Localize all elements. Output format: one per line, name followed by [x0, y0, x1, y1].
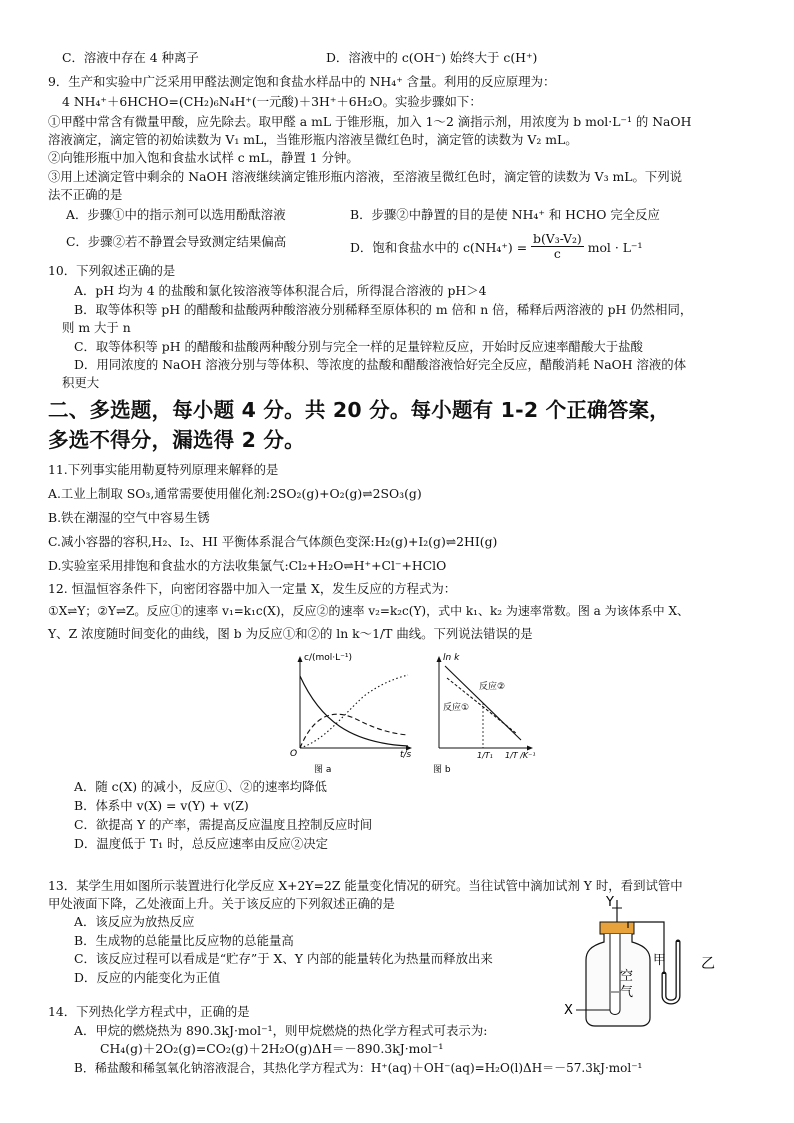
curve-z	[300, 675, 408, 748]
q11-option-c: C.减小容器的容积,H₂、I₂、HI 平衡体系混合气体颜色变深:H₂(g)+I₂(g)⇌2HI(g)	[48, 534, 498, 549]
q10-option-d-line1: D．用同浓度的 NaOH 溶液分别与等体积、等浓度的盐酸和醋酸溶液恰好完全反应，醋酸消耗 NaOH 溶液的体	[74, 357, 687, 372]
figure-apparatus	[560, 892, 750, 1028]
q9-step3-line1: ③用上述滴定管中剩余的 NaOH 溶液继续滴定锥形瓶内溶液，至溶液呈微红色时，滴定管的读数为 V₃ mL。下列说	[48, 169, 683, 184]
q14-option-b: B．稀盐酸和稀氢氧化钠溶液混合，其热化学方程式为：H⁺(aq)＋OH⁻(aq)=H₂O(l)ΔH＝－57.3kJ·mol⁻¹	[74, 1061, 643, 1075]
label-jia: 甲	[653, 953, 667, 968]
q14-option-a-line1: A．甲烷的燃烧热为 890.3kJ·mol⁻¹，则甲烷燃烧的热化学方程式可表示为:	[74, 1023, 488, 1038]
label-air-2: 气	[620, 985, 634, 1000]
q13-option-b: B．生成物的总能量比反应物的总能量高	[74, 933, 294, 948]
q11-option-a: A.工业上制取 SO₃,通常需要使用催化剂:2SO₂(g)+O₂(g)⇌2SO₃(g)	[48, 486, 422, 501]
q12-option-b: B．体系中 v(X) = v(Y) + v(Z)	[74, 798, 249, 813]
curve-y	[300, 714, 408, 748]
q10-stem: 10．下列叙述正确的是	[48, 263, 176, 278]
q9-intro: 9．生产和实验中广泛采用甲醛法测定饱和食盐水样品中的 NH₄⁺ 含量。利用的反应原理为：	[48, 74, 556, 89]
q9-step1-line2: 溶液滴定，滴定管的初始读数为 V₁ mL，当锥形瓶内溶液呈微红色时，滴定管的读数为 V₂ mL。	[48, 132, 578, 147]
q10-option-b-line1: B．取等体积等 pH 的醋酸和盐酸两种酸溶液分别稀释至原体积的 m 倍和 n 倍，稀释后两溶液的 pH 仍然相同，	[74, 302, 693, 317]
figure-a-caption: 图 a	[314, 765, 332, 775]
figure-b-plot	[425, 648, 545, 778]
q9-option-c: C．步骤②若不静置会导致测定结果偏高	[66, 234, 287, 249]
label-air-1: 空	[620, 969, 634, 984]
label-x: X	[564, 1003, 573, 1018]
q10-option-c: C．取等体积等 pH 的醋酸和盐酸两种酸分别与完全一样的足量锌粒反应，开始时反应速率醋酸大于盐酸	[74, 339, 643, 354]
figure-b-caption: 图 b	[433, 765, 451, 775]
q12-option-d: D．温度低于 T₁ 时，总反应速率由反应②决定	[74, 836, 329, 851]
q10-option-b-line2: 则 m 大于 n	[62, 320, 131, 335]
section-heading-line1: 二、多选题，每小题 4 分。共 20 分。每小题有 1-2 个正确答案，	[48, 398, 670, 422]
label-reaction-2: 反应②	[479, 682, 506, 692]
figure-a-ylabel: c/(mol·L⁻¹)	[304, 653, 353, 663]
figure-b	[425, 648, 545, 778]
q13-stem-line1: 13．某学生用如图所示装置进行化学反应 X+2Y=2Z 能量变化情况的研究。当往试管中滴加试剂 Y 时，看到试管中	[48, 878, 683, 893]
label-reaction-1: 反应①	[443, 703, 470, 713]
q8-option-d: D．溶液中的 c(OH⁻) 始终大于 c(H⁺)	[326, 50, 538, 65]
q13-option-a: A．该反应为放热反应	[74, 914, 195, 929]
stopper	[600, 922, 634, 934]
fraction-numerator: b(V₃-V₂)	[533, 231, 582, 246]
figure-a-xlabel: t/s	[400, 750, 412, 760]
q12-stem-line1: 12. 恒温恒容条件下，向密闭容器中加入一定量 X，发生反应的方程式为：	[48, 581, 457, 596]
figure-a-origin: O	[290, 749, 298, 759]
fraction-denominator: c	[553, 246, 561, 261]
apparatus-drawing	[560, 892, 750, 1028]
q12-stem-line3: Y、Z 浓度随时间变化的曲线，图 b 为反应①和②的 ln k～1/T 曲线。下列说法错误的是	[48, 626, 533, 641]
q9-step3-line2: 法不正确的是	[48, 187, 123, 202]
q9-option-d-unit: mol · L⁻¹	[587, 240, 643, 255]
q11-stem: 11.下列事实能用勒夏特列原理来解释的是	[48, 462, 279, 477]
q13-option-d: D．反应的内能变化为正值	[74, 970, 221, 985]
u-tube	[664, 942, 678, 1002]
test-tube	[610, 934, 620, 1015]
figure-b-xlabel: 1/T /K⁻¹	[505, 751, 536, 760]
q11-option-d: D.实验室采用排饱和食盐水的方法收集氯气:Cl₂+H₂O⇌H⁺+Cl⁻+HClO	[48, 558, 447, 573]
q9-step1-line1: ①甲醛中常含有微量甲酸，应先除去。取甲醛 a mL 于锥形瓶，加入 1～2 滴指示剂，用浓度为 b mol·L⁻¹ 的 NaOH	[48, 114, 692, 129]
q9-step2: ②向锥形瓶中加入饱和食盐水试样 c mL，静置 1 分钟。	[48, 150, 359, 165]
q14-option-a-line2: CH₄(g)＋2O₂(g)=CO₂(g)＋2H₂O(g)ΔH＝－890.3kJ·mol⁻¹	[100, 1041, 444, 1056]
q12-stem-line2: ①X⇌Y；②Y⇌Z。反应①的速率 v₁=k₁c(X)，反应②的速率 v₂=k₂c(Y)，式中 k₁、k₂ 为速率常数。图 a 为该体系中 X、	[48, 604, 690, 618]
q12-option-a: A．随 c(X) 的减小，反应①、②的速率均降低	[74, 779, 327, 794]
figure-b-ylabel: ln k	[443, 653, 460, 663]
label-y: Y	[606, 895, 614, 910]
q9-equation: 4 NH₄⁺＋6HCHO=(CH₂)₆N₄H⁺(一元酸)＋3H⁺＋6H₂O。实验步骤如下：	[62, 94, 482, 109]
curve-x	[300, 676, 408, 746]
fraction	[531, 232, 584, 261]
q9-option-d-prefix: D．饱和食盐水中的 c(NH₄⁺) =	[350, 240, 532, 255]
q8-option-c: C．溶液中存在 4 种离子	[62, 50, 199, 65]
q9-option-d	[350, 231, 643, 263]
q10-option-d-line2: 积更大	[62, 375, 100, 390]
q14-stem: 14．下列热化学方程式中，正确的是	[48, 1004, 250, 1019]
y-axis-arrow	[437, 656, 442, 662]
section-heading-line2: 多选不得分，漏选得 2 分。	[48, 428, 305, 452]
figure-b-tick: 1/T₁	[477, 751, 493, 760]
x-axis-arrow	[527, 746, 533, 751]
q13-option-c: C．该反应过程可以看成是“贮存”于 X、Y 内部的能量转化为热量而释放出来	[74, 951, 493, 966]
q11-option-b: B.铁在潮湿的空气中容易生锈	[48, 510, 210, 525]
q9-option-a: A．步骤①中的指示剂可以选用酚酞溶液	[66, 207, 286, 222]
q10-option-a: A．pH 均为 4 的盐酸和氯化铵溶液等体积混合后，所得混合溶液的 pH＞4	[74, 283, 487, 298]
q12-option-c: C．欲提高 Y 的产率，需提高反应温度且控制反应时间	[74, 817, 373, 832]
label-yi: 乙	[701, 956, 715, 972]
y-axis-arrow	[298, 656, 303, 662]
q13-stem-line2: 甲处液面下降，乙处液面上升。关于该反应的下列叙述正确的是	[48, 896, 395, 911]
q9-option-b: B．步骤②中静置的目的是使 NH₄⁺ 和 HCHO 完全反应	[350, 207, 660, 222]
